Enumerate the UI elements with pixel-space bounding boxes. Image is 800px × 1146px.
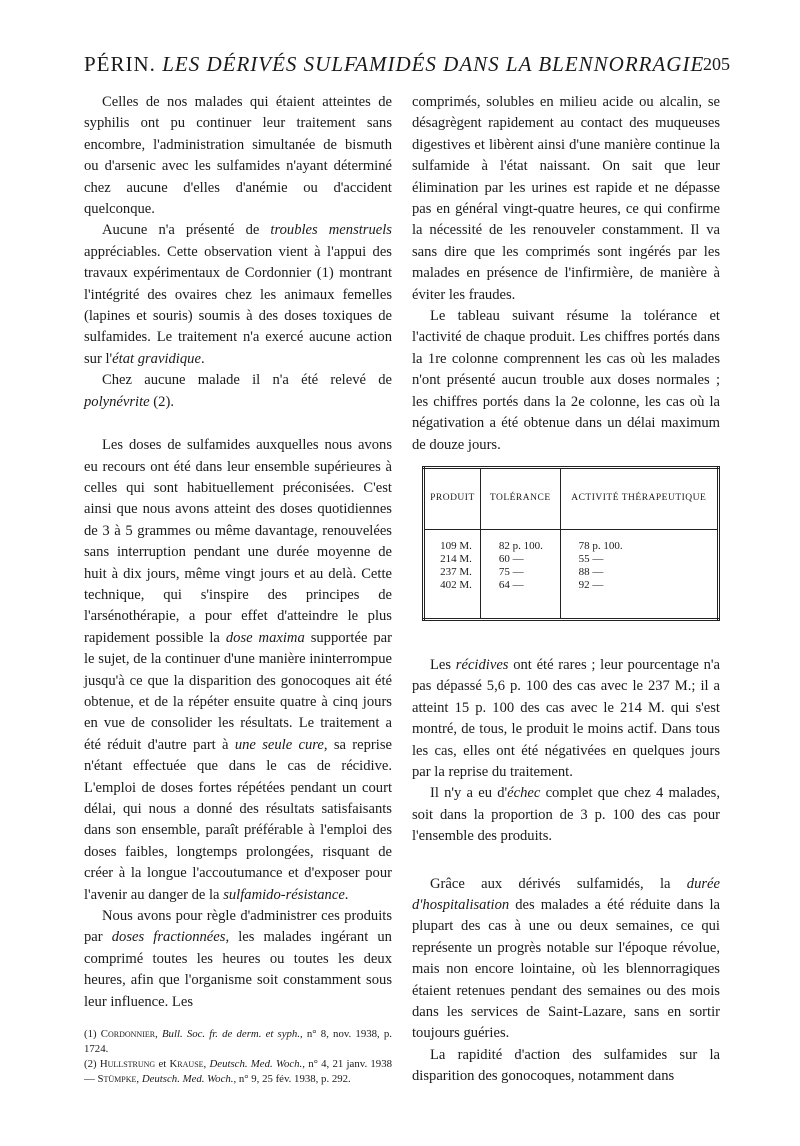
text: , n° 9, 25 fév. 1938, p. 292. — [233, 1073, 351, 1086]
journal-title: Bull. Soc. fr. de derm. et syph. — [161, 1028, 301, 1041]
table-cell: 60 — — [480, 553, 560, 566]
table-header-cell: ACTIVITÉ THÉRAPEUTIQUE — [560, 467, 718, 529]
table-cell: 88 — — [578, 565, 604, 578]
text: . — [344, 886, 349, 903]
text: (1) — [84, 1028, 101, 1041]
paragraph — [84, 370, 392, 413]
table-cell: 237 M. — [424, 566, 481, 579]
emphasis: échec — [507, 785, 541, 802]
table-header-cell: TOLÉRANCE — [480, 467, 560, 529]
text: appréciables. Cette observation vient à l'appui des travaux expérimentaux de Cordonnier (1) montrant l'intégrité des ovaires chez les animaux femelles (lapines et souris) soumis à des doses toxiques de sulfamides. Le traitement n'a exercé aucune action sur l' — [84, 243, 392, 367]
text: . — [200, 350, 205, 367]
text: comprimés, solubles en milieu acide ou alcalin, se désagrègent rapidement au contact des muqueuses digestives et libèrent ainsi d'une manière continue la sulfamide à l'état naissant. On sait que leur élimination par les urines est rapide et ne dépasse pas en général vingt-quatre heures, ce qui confirme la nécessité de les renouveler constamment. Il va sans dire que les comprimés sont ingérés par les malades en présence de l'infirmière, de manière à éviter les fraudes. — [412, 94, 720, 303]
text: La rapidité d'action des sulfamides sur la disparition des gonocoques, notamment dans — [412, 1046, 720, 1085]
text: Celles de nos malades qui étaient atteintes de syphilis ont pu continuer leur traitement sans encombre, l'administration simultanée de bismuth ou d'arsenic avec les sulfamides n'ayant déterminé chez aucune d'elles d'anémie ou d'accident quelconque. — [84, 94, 392, 218]
paragraph — [412, 1045, 720, 1088]
table-row — [424, 566, 719, 579]
text: supportée par le sujet, de la continuer d'une manière ininterrompue jusqu'à ce que la disparition des gonocoques ait été obtenue, et de la répéter ensuite quatre à cinq jours en vue de consolider les résultats. Le traitement a été réduit d'autre part à — [84, 629, 393, 753]
text: Grâce aux dérivés sulfamidés, la — [430, 875, 687, 892]
table-header-cell: PRODUIT — [424, 467, 481, 529]
text: , — [155, 1028, 162, 1041]
emphasis: dose maxima — [225, 629, 305, 646]
table-cell: 55 — — [578, 552, 604, 565]
emphasis: une seule cure — [234, 736, 324, 753]
table-row — [424, 579, 719, 620]
text: des malades a été réduite dans la plupart des cas à une ou deux semaines, ce qui représente un progrès notable sur l'époque révolue, mais non encore lointaine, où les blennorragiques étaient retenues pendant des semaines ou des mois dans les services de Saint-Lazare, sans en sortir toujours guéries. — [412, 896, 720, 1042]
running-header — [84, 52, 730, 82]
text: , n° 4, 21 janv. 1938 — — [84, 1058, 392, 1086]
header-title — [84, 52, 704, 77]
emphasis: troubles menstruels — [270, 222, 392, 239]
author-name: Krause — [169, 1058, 204, 1071]
footnote-1 — [84, 1027, 392, 1057]
journal-title: Deutsch. Med. Woch. — [209, 1058, 303, 1071]
table-cell: 92 — — [578, 578, 604, 591]
text: Le tableau suivant résume la tolérance et l'activité de chaque produit. Les chiffres portés dans la 1re colonne comprennent les cas où les malades n'ont présenté aucun trouble aux doses normales ; les chiffres portés dans la 2e colonne, les cas où la négativation a été obtenue dans un délai maximum de douze jours. — [412, 308, 720, 453]
emphasis: polynévrite — [84, 393, 150, 410]
paragraph — [412, 874, 720, 1045]
paragraph — [84, 906, 392, 1013]
text: Nous avons pour règle d'administrer ces produits par — [84, 908, 392, 946]
author-name: Cordonnier — [100, 1028, 156, 1041]
text: , n° 8, nov. 1938, p. 1724. — [84, 1028, 392, 1056]
table-cell: 82 p. 100. — [480, 529, 560, 553]
left-column — [84, 92, 392, 1087]
emphasis: récidives — [455, 656, 509, 673]
text: , les malades ingérant un comprimé toutes les heures ou toutes les deux heures, afin que l'organisme soit constamment sous leur influence. Les — [84, 929, 392, 1010]
header-article-title: LES DÉRIVÉS SULFAMIDÉS DANS LA BLENNORRAGIE — [162, 52, 705, 76]
emphasis: état gravidique — [112, 350, 201, 367]
table-cell: 214 M. — [424, 553, 481, 566]
text: , — [203, 1058, 210, 1071]
paragraph — [84, 220, 392, 370]
emphasis: doses fractionnées — [111, 929, 226, 946]
right-column — [412, 92, 720, 1088]
paragraph — [412, 92, 720, 306]
tolerance-table — [422, 466, 720, 621]
table-cell: 109 M. — [424, 529, 481, 553]
text: (2) — [84, 1058, 100, 1071]
page-number: 205 — [703, 54, 730, 74]
text: Les doses de sulfamides auxquelles nous avons eu recours ont été dans leur ensemble supérieures à celles qui sont habituellement préconisées. C'est ainsi que nous avons atteint des doses quotidiennes de 3 à 5 grammes ou même davantage, renouvelées sans interruption pendant une durée moyenne de huit à dix jours, même vingt jours et au delà. Cette technique, qui s'inspire des principes de l'arsénothérapie, a pour effet d'atteindre le plus rapidement possible la — [84, 437, 392, 646]
paragraph — [412, 306, 720, 456]
table-cell: 75 — — [480, 566, 560, 579]
paragraph — [412, 655, 720, 783]
table-cell: 64 — — [480, 579, 560, 620]
table-cell: 402 M. — [424, 579, 481, 620]
text: et — [155, 1058, 170, 1071]
text: Il n'y a eu d' — [430, 785, 508, 802]
text: (2). — [149, 393, 174, 410]
journal-title: Deutsch. Med. Woch. — [141, 1073, 234, 1086]
text: complet que chez 4 malades, soit dans la proportion de 3 p. 100 des cas pour l'ensemble des produits. — [412, 785, 720, 845]
text: Aucune n'a présenté de — [102, 222, 271, 239]
text: , — [136, 1073, 142, 1086]
paragraph — [412, 783, 720, 847]
header-author: PÉRIN. — [84, 52, 156, 76]
emphasis: durée d'hospitalisation — [412, 875, 720, 913]
paragraph — [84, 435, 392, 906]
text: ont été rares ; leur pourcentage n'a pas dépassé 5,6 p. 100 des cas avec le 237 M.; il a atteint 15 p. 100 des cas avec le 214 M. qui s'est montré, de tous, le produit le moins actif. Dans tous les cas, elles ont été négativées en quelques jours par la reprise du traitement. — [412, 656, 720, 780]
author-name: Hullstrung — [99, 1058, 156, 1071]
text: Les — [430, 656, 456, 673]
emphasis: sulfamido-résistance — [223, 886, 345, 903]
table-header-row — [424, 467, 719, 529]
text: Chez aucune malade il n'a été relevé de — [102, 372, 392, 389]
footnote-2 — [84, 1057, 392, 1087]
table-row — [424, 553, 719, 566]
table-cell: 78 p. 100. — [578, 539, 623, 552]
table-row — [424, 529, 719, 553]
text: , sa reprise n'étant effectuée que dans le cas de récidive. L'emploi de doses fortes répétées pendant un court délai, qui nous a donné des résultats satisfaisants dans son ensemble, paraît préférable à l'emploi des doses faibles, longtemps prolongées, risquant de créer à la longue l'accoutumance et d'exposer pour l'avenir au danger de la — [84, 736, 393, 903]
paragraph — [84, 92, 392, 220]
author-name: Stümpke — [97, 1073, 137, 1086]
